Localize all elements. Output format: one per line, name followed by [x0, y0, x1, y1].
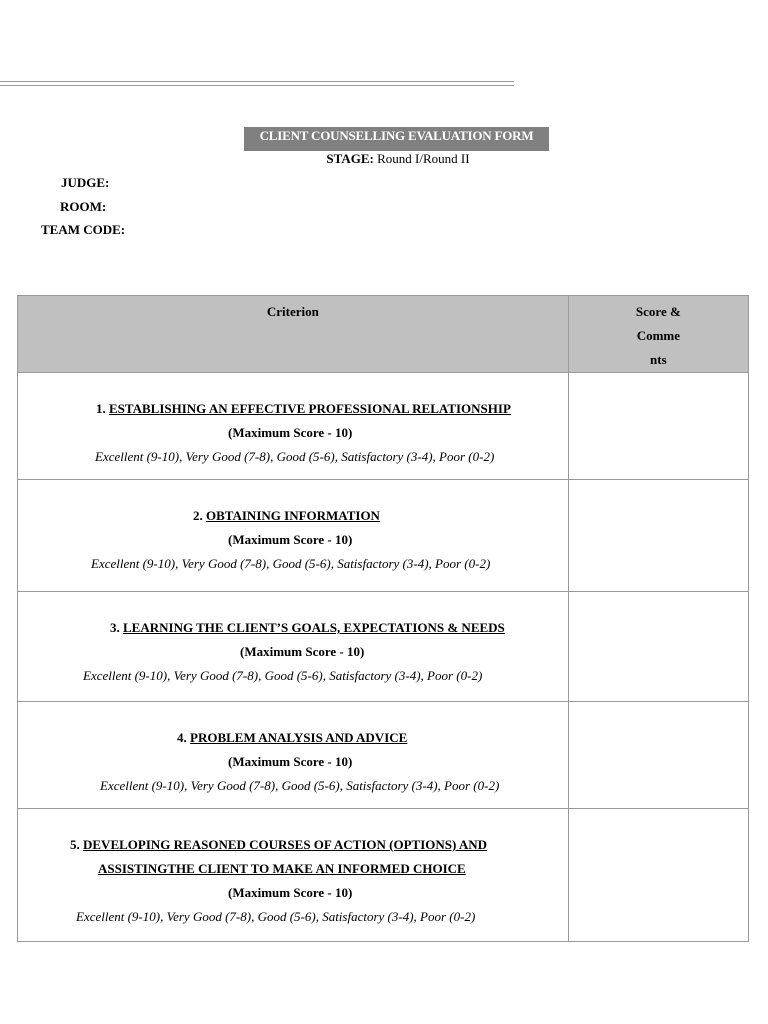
evaluation-table — [17, 295, 749, 942]
score-header — [569, 296, 748, 372]
criterion-max-score: (Maximum Score - 10) — [228, 754, 353, 769]
criterion-title: DEVELOPING REASONED COURSES OF ACTION (OPTIONS) AND — [83, 837, 488, 852]
criterion-number: 3. — [110, 620, 120, 635]
criterion-title: ESTABLISHING AN EFFECTIVE PROFESSIONAL RELATIONSHIP — [109, 401, 511, 416]
criterion-number: 2. — [193, 508, 203, 523]
criterion-heading — [18, 833, 568, 857]
table-row — [18, 480, 749, 592]
criterion-cell — [18, 480, 569, 592]
criterion-heading — [18, 726, 568, 750]
score-cell[interactable] — [568, 592, 748, 702]
table-row — [18, 702, 749, 809]
table-row — [18, 373, 749, 480]
table-row — [18, 809, 749, 942]
team-code-label: TEAM CODE: — [41, 222, 126, 237]
table-row — [18, 592, 749, 702]
criterion-cell — [18, 592, 569, 702]
judge-label: JUDGE: — [61, 175, 110, 190]
criterion-cell — [18, 702, 569, 809]
criterion-title: PROBLEM ANALYSIS AND ADVICE — [190, 730, 408, 745]
criterion-scale: Excellent (9-10), Very Good (7-8), Good (5-6), Satisfactory (3-4), Poor (0-2) — [100, 778, 500, 793]
criterion-cell — [18, 373, 569, 480]
criterion-cell — [18, 809, 569, 942]
criterion-number: 5. — [70, 837, 80, 852]
criterion-heading-continued — [18, 857, 568, 881]
criterion-scale: Excellent (9-10), Very Good (7-8), Good (5-6), Satisfactory (3-4), Poor (0-2) — [91, 556, 491, 571]
score-cell[interactable] — [568, 702, 748, 809]
criterion-title: LEARNING THE CLIENT’S GOALS, EXPECTATIONS & NEEDS — [123, 620, 505, 635]
stage-value: Round I/Round II — [377, 151, 470, 166]
criterion-header: Criterion — [266, 304, 319, 319]
criterion-title: ASSISTINGTHE CLIENT TO MAKE AN INFORMED CHOICE — [98, 861, 466, 876]
criterion-number: 4. — [177, 730, 187, 745]
score-cell[interactable] — [568, 480, 748, 592]
criterion-scale: Excellent (9-10), Very Good (7-8), Good (5-6), Satisfactory (3-4), Poor (0-2) — [83, 668, 483, 683]
criterion-heading — [18, 397, 568, 421]
criterion-number: 1. — [96, 401, 106, 416]
criterion-title: OBTAINING INFORMATION — [206, 508, 380, 523]
score-header-line: Comme — [636, 328, 681, 343]
top-rule-1 — [0, 81, 514, 82]
score-header-line: Score & — [635, 304, 681, 319]
criterion-header-cell — [18, 296, 569, 373]
criterion-max-score: (Maximum Score - 10) — [228, 885, 353, 900]
table-header-row — [18, 296, 749, 373]
score-cell[interactable] — [568, 809, 748, 942]
criterion-max-score: (Maximum Score - 10) — [240, 644, 365, 659]
top-rule-2 — [0, 85, 514, 86]
criterion-heading — [18, 504, 568, 528]
score-cell[interactable] — [568, 373, 748, 480]
criterion-max-score: (Maximum Score - 10) — [228, 425, 353, 440]
criterion-scale: Excellent (9-10), Very Good (7-8), Good (5-6), Satisfactory (3-4), Poor (0-2) — [76, 909, 476, 924]
stage-label: STAGE: — [326, 151, 374, 166]
score-header-line: nts — [650, 352, 667, 367]
score-header-cell — [568, 296, 748, 373]
criterion-scale: Excellent (9-10), Very Good (7-8), Good (5-6), Satisfactory (3-4), Poor (0-2) — [95, 449, 495, 464]
criterion-max-score: (Maximum Score - 10) — [228, 532, 353, 547]
form-title: CLIENT COUNSELLING EVALUATION FORM — [244, 127, 549, 151]
stage-line — [0, 151, 768, 167]
criterion-heading — [18, 616, 568, 640]
room-label: ROOM: — [60, 199, 107, 214]
